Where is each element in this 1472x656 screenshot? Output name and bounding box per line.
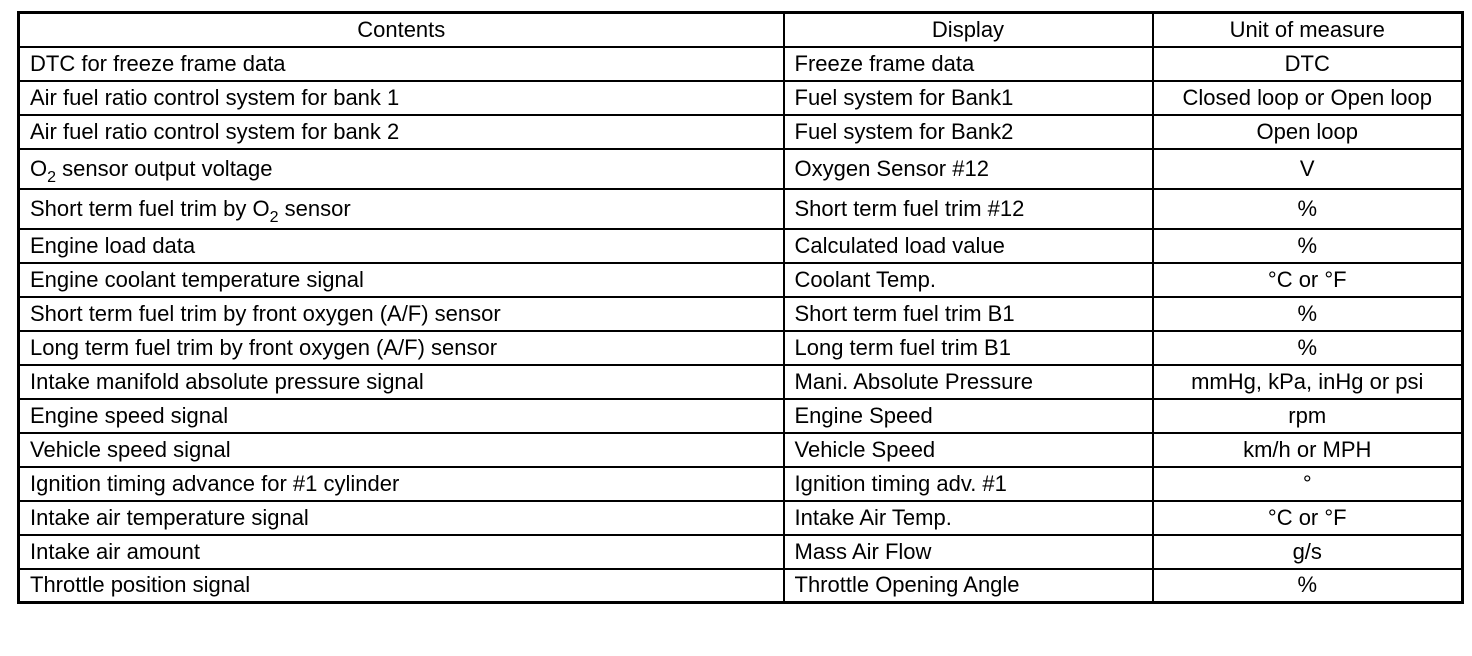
cell-contents-text: Short term fuel trim by O bbox=[30, 195, 270, 221]
cell-display: Mass Air Flow bbox=[784, 535, 1153, 569]
subscript-2: 2 bbox=[47, 168, 57, 186]
cell-contents bbox=[19, 149, 784, 189]
table-row bbox=[19, 149, 1463, 189]
table-row bbox=[19, 189, 1463, 229]
cell-display: Fuel system for Bank2 bbox=[784, 115, 1153, 149]
cell-contents: Engine speed signal bbox=[19, 399, 784, 433]
cell-contents-text: sensor bbox=[278, 195, 351, 221]
cell-contents-text: O bbox=[30, 155, 48, 181]
subscript-2: 2 bbox=[269, 208, 279, 226]
header-display: Display bbox=[784, 13, 1153, 47]
cell-unit: Closed loop or Open loop bbox=[1153, 81, 1463, 115]
table-header-row bbox=[19, 13, 1463, 47]
table-row bbox=[19, 467, 1463, 501]
cell-display: Engine Speed bbox=[784, 399, 1153, 433]
cell-display: Calculated load value bbox=[784, 229, 1153, 263]
cell-display: Oxygen Sensor #12 bbox=[784, 149, 1153, 189]
cell-contents: Air fuel ratio control system for bank 1 bbox=[19, 81, 784, 115]
table-row bbox=[19, 229, 1463, 263]
table-row bbox=[19, 331, 1463, 365]
cell-display: Vehicle Speed bbox=[784, 433, 1153, 467]
cell-contents: Intake manifold absolute pressure signal bbox=[19, 365, 784, 399]
cell-unit: ° bbox=[1153, 467, 1463, 501]
cell-unit: °C or °F bbox=[1153, 263, 1463, 297]
cell-display: Throttle Opening Angle bbox=[784, 569, 1153, 603]
cell-unit: V bbox=[1153, 149, 1463, 189]
cell-unit: km/h or MPH bbox=[1153, 433, 1463, 467]
cell-unit: mmHg, kPa, inHg or psi bbox=[1153, 365, 1463, 399]
cell-unit: °C or °F bbox=[1153, 501, 1463, 535]
cell-display: Fuel system for Bank1 bbox=[784, 81, 1153, 115]
cell-display: Ignition timing adv. #1 bbox=[784, 467, 1153, 501]
table-row bbox=[19, 569, 1463, 603]
cell-unit: % bbox=[1153, 297, 1463, 331]
cell-display: Short term fuel trim #12 bbox=[784, 189, 1153, 229]
table-row bbox=[19, 47, 1463, 81]
cell-display: Long term fuel trim B1 bbox=[784, 331, 1153, 365]
table-row bbox=[19, 399, 1463, 433]
table-row bbox=[19, 501, 1463, 535]
cell-contents: Air fuel ratio control system for bank 2 bbox=[19, 115, 784, 149]
freeze-frame-data-table bbox=[17, 11, 1464, 604]
cell-contents: Long term fuel trim by front oxygen (A/F) sensor bbox=[19, 331, 784, 365]
table-row bbox=[19, 535, 1463, 569]
table-row bbox=[19, 297, 1463, 331]
cell-display: Short term fuel trim B1 bbox=[784, 297, 1153, 331]
cell-unit: g/s bbox=[1153, 535, 1463, 569]
cell-display: Freeze frame data bbox=[784, 47, 1153, 81]
table-row bbox=[19, 433, 1463, 467]
cell-unit: % bbox=[1153, 569, 1463, 603]
cell-contents: Intake air amount bbox=[19, 535, 784, 569]
cell-contents-text: sensor output voltage bbox=[56, 155, 273, 181]
cell-unit: % bbox=[1153, 331, 1463, 365]
cell-contents: Engine load data bbox=[19, 229, 784, 263]
cell-unit: % bbox=[1153, 229, 1463, 263]
cell-contents: Engine coolant temperature signal bbox=[19, 263, 784, 297]
cell-contents: DTC for freeze frame data bbox=[19, 47, 784, 81]
header-contents: Contents bbox=[19, 13, 784, 47]
cell-unit: Open loop bbox=[1153, 115, 1463, 149]
cell-contents: Ignition timing advance for #1 cylinder bbox=[19, 467, 784, 501]
table-row bbox=[19, 81, 1463, 115]
header-unit: Unit of measure bbox=[1153, 13, 1463, 47]
table-row bbox=[19, 263, 1463, 297]
cell-unit: % bbox=[1153, 189, 1463, 229]
cell-unit: DTC bbox=[1153, 47, 1463, 81]
table-row bbox=[19, 365, 1463, 399]
cell-contents bbox=[19, 189, 784, 229]
cell-contents: Throttle position signal bbox=[19, 569, 784, 603]
table-row bbox=[19, 115, 1463, 149]
cell-display: Coolant Temp. bbox=[784, 263, 1153, 297]
cell-contents: Vehicle speed signal bbox=[19, 433, 784, 467]
cell-contents: Intake air temperature signal bbox=[19, 501, 784, 535]
cell-contents: Short term fuel trim by front oxygen (A/F) sensor bbox=[19, 297, 784, 331]
cell-display: Mani. Absolute Pressure bbox=[784, 365, 1153, 399]
cell-unit: rpm bbox=[1153, 399, 1463, 433]
cell-display: Intake Air Temp. bbox=[784, 501, 1153, 535]
